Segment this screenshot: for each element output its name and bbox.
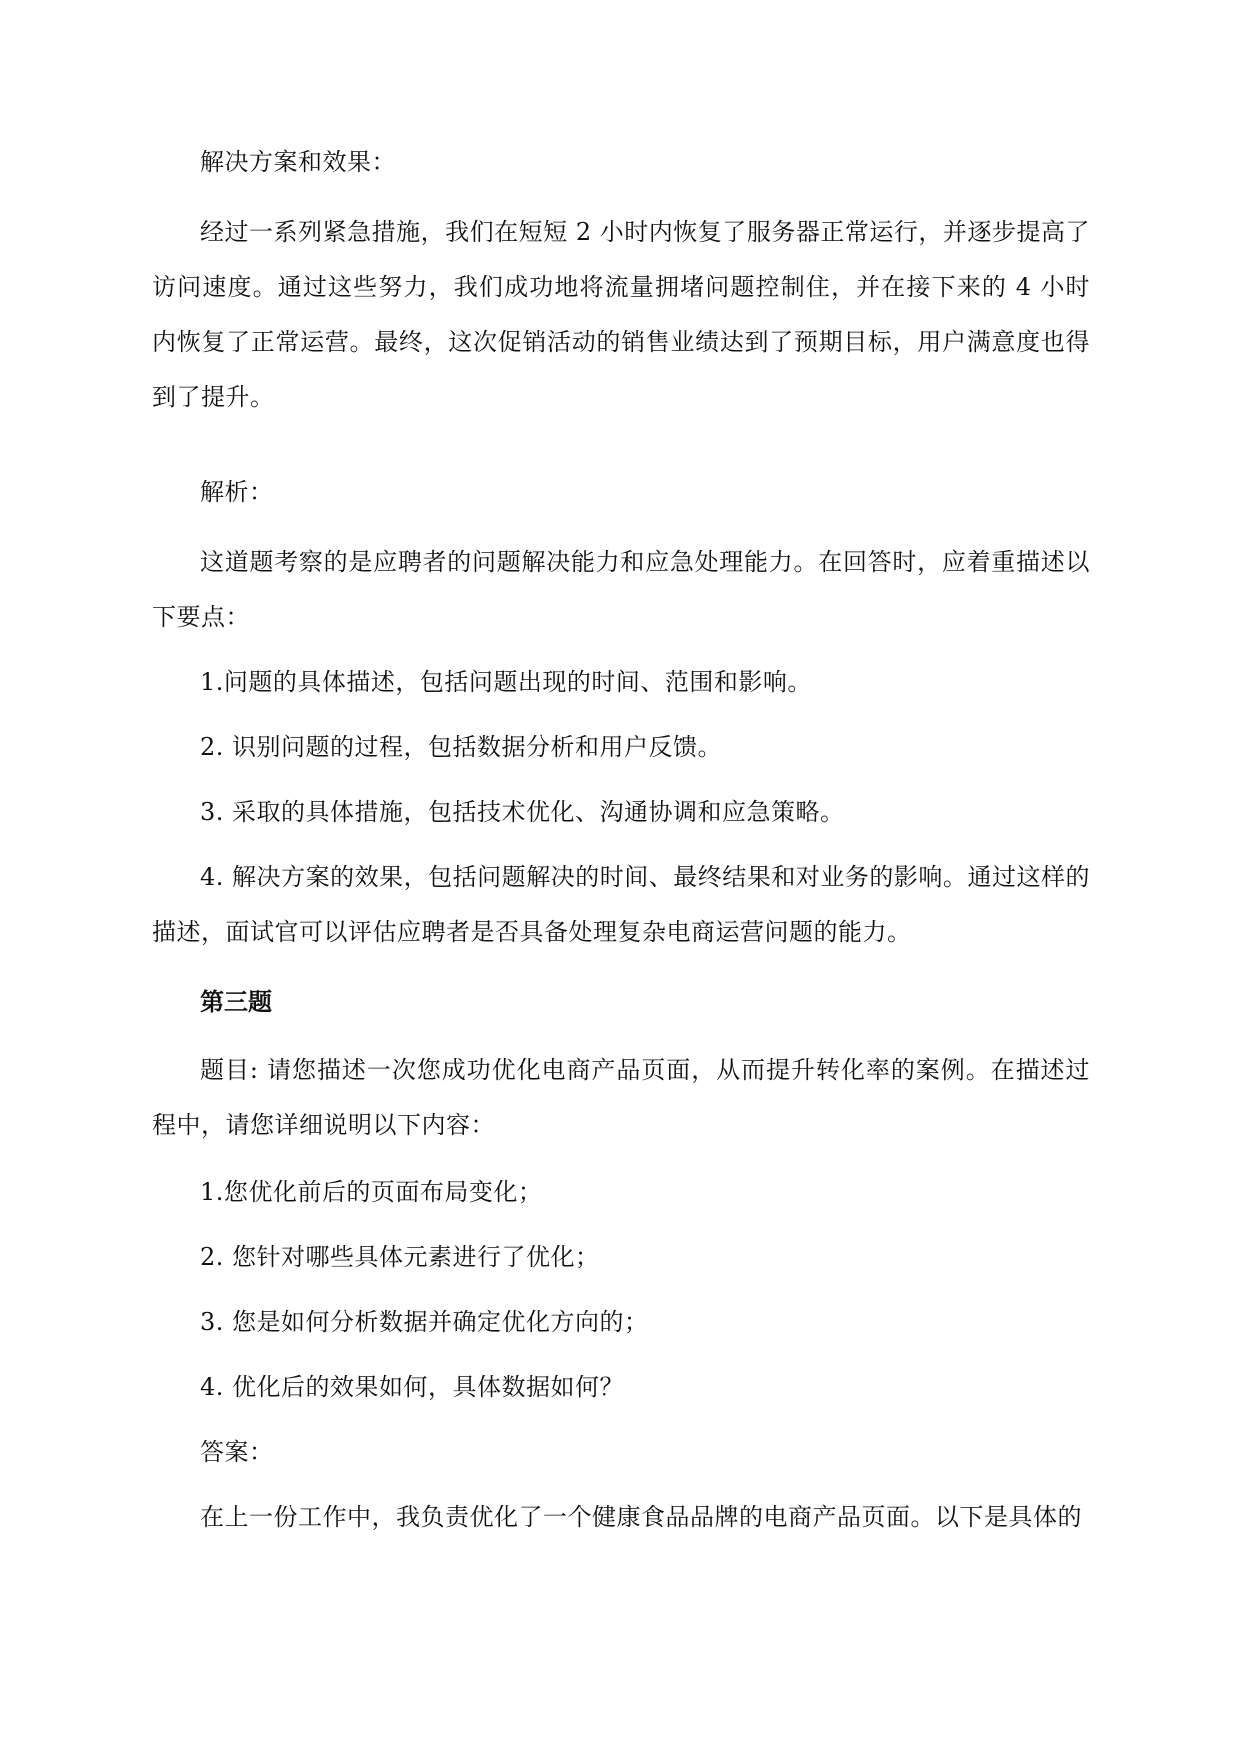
list-item-4: 4. 解决方案的效果，包括问题解决的时间、最终结果和对业务的影响。通过这样的描述，面试官可以评估应聘者是否具备处理复杂电商运营问题的能力。 [152, 863, 1090, 946]
list-item-2: 2. 识别问题的过程，包括数据分析和用户反馈。 [200, 733, 723, 761]
section-label-analysis: 解析： [200, 478, 274, 506]
question-item-1: 1.您优化前后的页面布局变化； [200, 1178, 543, 1206]
question-prompt: 题目: 请您描述一次您成功优化电商产品页面，从而提升转化率的案例。在描述过程中，请您详细说明以下内容： [152, 1056, 1090, 1139]
question-heading: 第三题 [200, 988, 272, 1016]
section-label-solution: 解决方案和效果： [200, 148, 396, 176]
paragraph-answer: 在上一份工作中，我负责优化了一个健康食品品牌的电商产品页面。以下是具体的 [200, 1503, 1082, 1531]
list-item-1: 1.问题的具体描述，包括问题出现的时间、范围和影响。 [200, 668, 812, 696]
list-item-3: 3. 采取的具体措施，包括技术优化、沟通协调和应急策略。 [200, 798, 845, 826]
question-item-2: 2. 您针对哪些具体元素进行了优化； [200, 1243, 600, 1271]
question-item-3: 3. 您是如何分析数据并确定优化方向的； [200, 1308, 649, 1336]
question-item-4: 4. 优化后的效果如何，具体数据如何？ [200, 1373, 625, 1401]
section-label-answer: 答案： [200, 1438, 274, 1466]
paragraph-solution-result: 经过一系列紧急措施，我们在短短 2 小时内恢复了服务器正常运行，并逐步提高了访问速度。通过这些努力，我们成功地将流量拥堵问题控制住，并在接下来的 4 小时内恢复了正常运营。最终，这次促销活动的销售业绩达到了预期目标，用户满意度也得到了提升。 [152, 218, 1090, 411]
paragraph-analysis: 这道题考察的是应聘者的问题解决能力和应急处理能力。在回答时，应着重描述以下要点： [152, 548, 1090, 631]
